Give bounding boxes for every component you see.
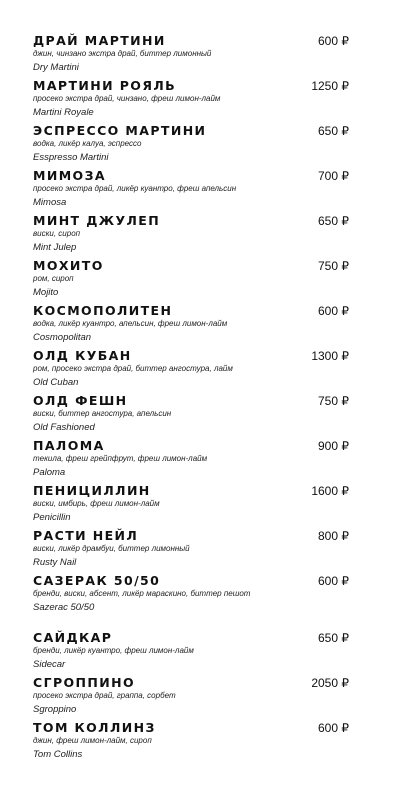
- item-price: 750 ₽: [318, 394, 349, 408]
- item-english-name: Tom Collins: [33, 749, 83, 760]
- item-price: 800 ₽: [318, 529, 349, 543]
- menu-item: [33, 303, 349, 348]
- item-ingredients: бренди, ликёр куантро, фреш лимон-лайм: [33, 646, 194, 655]
- item-ingredients: просеко экстра драй, граппа, сорбет: [33, 691, 176, 700]
- menu-item: [33, 438, 349, 483]
- item-english-name: Penicillin: [33, 512, 71, 523]
- menu-item: [33, 528, 349, 573]
- menu-item: [33, 123, 349, 168]
- item-english-name: Old Fashioned: [33, 422, 95, 433]
- item-english-name: Sidecar: [33, 659, 66, 670]
- menu-item: [33, 393, 349, 438]
- item-price: 650 ₽: [318, 124, 349, 138]
- item-price: 600 ₽: [318, 574, 349, 588]
- item-name: МИНТ ДЖУЛЕП: [33, 213, 161, 228]
- item-ingredients: джин, фреш лимон-лайм, сироп: [33, 736, 152, 745]
- item-english-name: Paloma: [33, 467, 66, 478]
- item-ingredients: джин, чинзано экстра драй, биттер лимонный: [33, 49, 212, 58]
- item-english-name: Dry Martini: [33, 62, 79, 73]
- item-ingredients: водка, ликёр калуа, эспрессо: [33, 139, 142, 148]
- item-price: 600 ₽: [318, 304, 349, 318]
- item-ingredients: ром, сироп: [33, 274, 74, 283]
- item-ingredients: виски, ликёр драмбуи, биттер лимонный: [33, 544, 190, 553]
- item-price: 650 ₽: [318, 631, 349, 645]
- item-name: ДРАЙ МАРТИНИ: [33, 33, 166, 48]
- menu-item: [33, 630, 349, 675]
- item-english-name: Sazerac 50/50: [33, 602, 95, 613]
- item-price: 600 ₽: [318, 721, 349, 735]
- item-english-name: Mojito: [33, 287, 59, 298]
- menu-item: [33, 675, 349, 720]
- menu-item: [33, 78, 349, 123]
- item-ingredients: ром, просеко экстра драй, биттер ангостура, лайм: [33, 364, 233, 373]
- item-price: 700 ₽: [318, 169, 349, 183]
- item-price: 1300 ₽: [311, 349, 349, 363]
- item-price: 900 ₽: [318, 439, 349, 453]
- item-ingredients: водка, ликёр куантро, апельсин, фреш лимон-лайм: [33, 319, 228, 328]
- item-name: ЭСПРЕССО МАРТИНИ: [33, 123, 207, 138]
- item-ingredients: виски, биттер ангостура, апельсин: [33, 409, 172, 418]
- item-price: 1250 ₽: [311, 79, 349, 93]
- item-ingredients: бренди, виски, абсент, ликёр мараскино, биттер пешот: [33, 589, 251, 598]
- item-price: 750 ₽: [318, 259, 349, 273]
- menu-item: [33, 258, 349, 303]
- item-english-name: Cosmopolitan: [33, 332, 92, 343]
- item-name: КОСМОПОЛИТЕН: [33, 303, 173, 318]
- item-english-name: Martini Royale: [33, 107, 94, 118]
- item-name: ПЕНИЦИЛЛИН: [33, 483, 151, 498]
- item-english-name: Rusty Nail: [33, 557, 77, 568]
- menu-item: [33, 33, 349, 78]
- item-name: ОЛД КУБАН: [33, 348, 132, 363]
- item-name: СГРОППИНО: [33, 675, 135, 690]
- item-english-name: Mint Julep: [33, 242, 77, 253]
- item-name: МИМОЗА: [33, 168, 106, 183]
- item-english-name: Sgroppino: [33, 704, 77, 715]
- item-name: САЗЕРАК 50/50: [33, 573, 161, 588]
- menu-item: [33, 483, 349, 528]
- item-name: РАСТИ НЕЙЛ: [33, 528, 139, 543]
- item-price: 650 ₽: [318, 214, 349, 228]
- item-english-name: Old Cuban: [33, 377, 79, 388]
- item-ingredients: виски, сироп: [33, 229, 81, 238]
- item-ingredients: текила, фреш грейпфрут, фреш лимон-лайм: [33, 454, 208, 463]
- item-ingredients: виски, имбирь, фреш лимон-лайм: [33, 499, 160, 508]
- item-name: ТОМ КОЛЛИНЗ: [33, 720, 156, 735]
- item-name: МОХИТО: [33, 258, 104, 273]
- cocktail-menu: [33, 33, 349, 765]
- item-name: МАРТИНИ РОЯЛЬ: [33, 78, 177, 93]
- item-price: 2050 ₽: [311, 676, 349, 690]
- item-ingredients: просеко экстра драй, ликёр куантро, фреш апельсин: [33, 184, 237, 193]
- item-price: 1600 ₽: [311, 484, 349, 498]
- item-english-name: Mimosa: [33, 197, 67, 208]
- item-name: САЙДКАР: [33, 630, 113, 645]
- item-name: ОЛД ФЕШН: [33, 393, 128, 408]
- menu-item: [33, 168, 349, 213]
- menu-item: [33, 573, 349, 630]
- item-ingredients: просеко экстра драй, чинзано, фреш лимон-лайм: [33, 94, 221, 103]
- item-english-name: Esspresso Martini: [33, 152, 109, 163]
- menu-item: [33, 213, 349, 258]
- menu-item: [33, 720, 349, 765]
- item-name: ПАЛОМА: [33, 438, 105, 453]
- item-price: 600 ₽: [318, 34, 349, 48]
- menu-item: [33, 348, 349, 393]
